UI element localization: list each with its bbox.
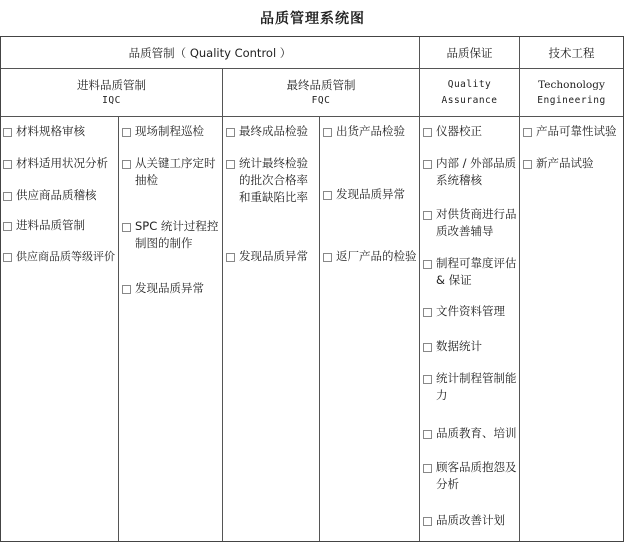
list-item: 现场制程巡检 bbox=[122, 123, 220, 140]
iqc-en-label: IQC bbox=[102, 94, 121, 106]
list-item: 内部 / 外部品质系统稽核 bbox=[423, 155, 518, 189]
list-item: 制程可靠度评估 & 保证 bbox=[423, 255, 518, 289]
checkbox-icon bbox=[323, 191, 332, 200]
checkbox-icon bbox=[423, 211, 432, 220]
qa-en-line2: Assurance bbox=[441, 94, 498, 106]
list-item: 顾客品质抱怨及分析 bbox=[423, 459, 518, 493]
col-divider-fqc bbox=[222, 68, 223, 541]
header-te-label: 技术工程 bbox=[548, 45, 595, 60]
list-item: 统计制程管制能力 bbox=[423, 370, 518, 404]
fqc-cn-label: 最终品质管制 bbox=[286, 77, 356, 92]
list-item: 产品可靠性试验 bbox=[523, 123, 623, 140]
checkbox-icon bbox=[3, 160, 12, 169]
list-item: 返厂产品的检验 bbox=[323, 248, 418, 265]
subheader-qa bbox=[420, 69, 519, 116]
checkbox-icon bbox=[3, 128, 12, 137]
checkbox-icon bbox=[122, 160, 131, 169]
checkbox-icon bbox=[423, 260, 432, 269]
checkbox-icon bbox=[423, 343, 432, 352]
checkbox-icon bbox=[423, 464, 432, 473]
list-item: 材料规格审核 bbox=[3, 123, 117, 140]
checkbox-icon bbox=[423, 430, 432, 439]
list-item: 对供货商进行品质改善辅导 bbox=[423, 206, 518, 240]
fqc-en-label: FQC bbox=[311, 94, 331, 106]
header-quality-assurance bbox=[420, 37, 519, 68]
list-item: 文件资料管理 bbox=[423, 303, 518, 320]
checkbox-icon bbox=[3, 253, 12, 262]
col-divider-iqc-sub bbox=[118, 116, 119, 541]
col-divider-fqc-sub bbox=[319, 116, 320, 541]
header-qa-label: 品质保证 bbox=[446, 45, 493, 60]
list-item: 出货产品检验 bbox=[323, 123, 418, 140]
list-item: 新产品试验 bbox=[523, 155, 623, 172]
list-item: 供应商品质稽核 bbox=[3, 187, 117, 204]
checkbox-icon bbox=[122, 223, 131, 232]
list-item: 仪器校正 bbox=[423, 123, 518, 140]
checkbox-icon bbox=[423, 128, 432, 137]
list-item: 品质改善计划 bbox=[423, 512, 518, 529]
page-title: 品质管理系统图 bbox=[260, 11, 365, 27]
checkbox-icon bbox=[3, 222, 12, 231]
header-quality-control bbox=[1, 37, 419, 68]
subheader-te bbox=[520, 69, 623, 116]
checkbox-icon bbox=[323, 128, 332, 137]
checkbox-icon bbox=[323, 253, 332, 262]
checkbox-icon bbox=[226, 160, 235, 169]
row-divider-2 bbox=[1, 116, 623, 117]
checkbox-icon bbox=[226, 253, 235, 262]
checkbox-icon bbox=[226, 128, 235, 137]
header-qc-label: 品质管制（ Quality Control ） bbox=[128, 45, 292, 60]
te-en-line1: Techonology bbox=[538, 78, 605, 91]
checkbox-icon bbox=[423, 160, 432, 169]
list-item: 发现品质异常 bbox=[122, 280, 220, 297]
list-item: 进料品质管制 bbox=[3, 217, 117, 234]
header-tech-engineering bbox=[520, 37, 623, 68]
te-en-line2: Engineering bbox=[537, 94, 606, 106]
checkbox-icon bbox=[423, 375, 432, 384]
list-item: 最终成品检验 bbox=[226, 123, 318, 140]
iqc-cn-label: 进料品质管制 bbox=[77, 77, 146, 92]
list-item: 供应商品质等级评价 bbox=[3, 248, 117, 265]
checkbox-icon bbox=[423, 517, 432, 526]
list-item: 发现品质异常 bbox=[226, 248, 318, 265]
list-item: 统计最终检验的批次合格率和重缺陷比率 bbox=[226, 155, 318, 206]
checkbox-icon bbox=[122, 128, 131, 137]
qa-en-line1: Quality bbox=[447, 78, 492, 90]
checkbox-icon bbox=[122, 285, 131, 294]
checkbox-icon bbox=[423, 308, 432, 317]
list-item: 品质教育、培训 bbox=[423, 425, 518, 442]
checkbox-icon bbox=[523, 160, 532, 169]
subheader-fqc bbox=[223, 69, 419, 116]
list-item: 从关键工序定时抽检 bbox=[122, 155, 220, 189]
list-item: 发现品质异常 bbox=[323, 186, 418, 203]
checkbox-icon bbox=[523, 128, 532, 137]
list-item: 材料适用状况分析 bbox=[3, 155, 117, 172]
list-item: SPC 统计过程控制图的制作 bbox=[122, 218, 220, 252]
subheader-iqc bbox=[1, 69, 222, 116]
checkbox-icon bbox=[3, 192, 12, 201]
list-item: 数据统计 bbox=[423, 338, 518, 355]
diagram-table bbox=[0, 36, 624, 542]
